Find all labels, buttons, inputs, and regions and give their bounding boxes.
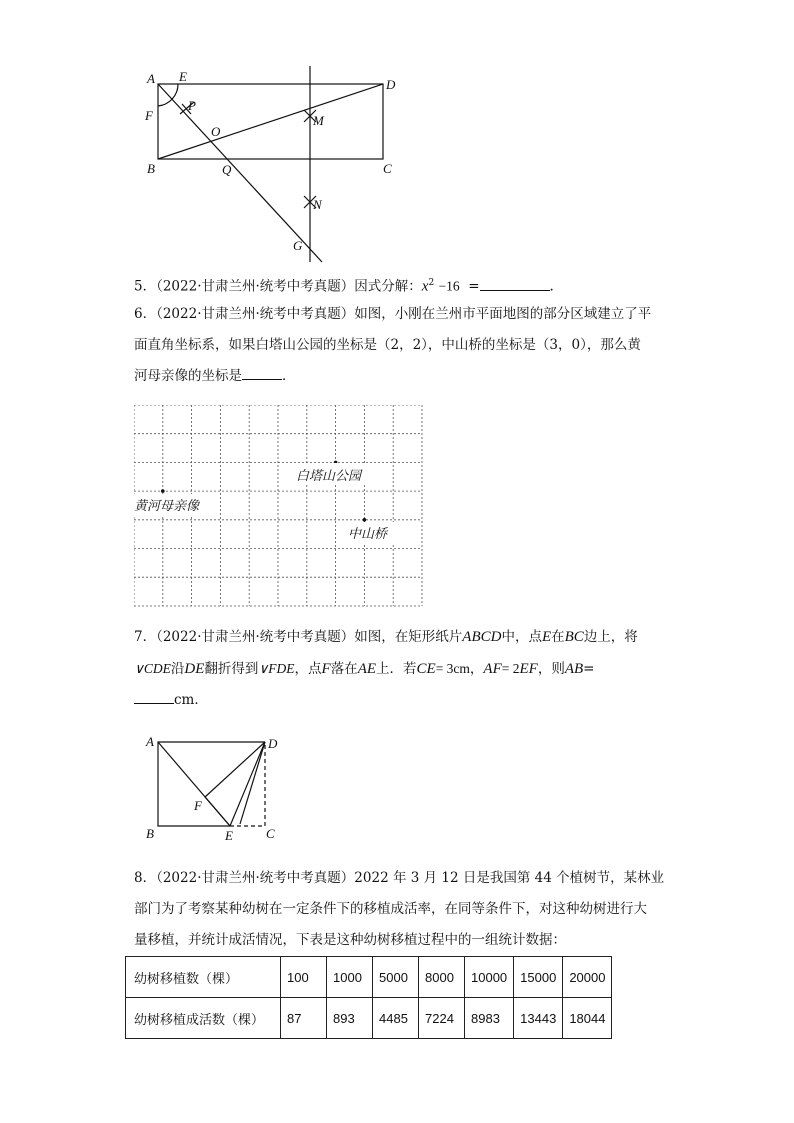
q7-number: 7． (134, 629, 157, 645)
q7-l1d: E (541, 629, 552, 645)
label-G: G (293, 238, 303, 253)
q7-l1g: 边上，将 (583, 629, 638, 645)
table-cell: 893 (327, 998, 373, 1039)
q8-line3: 量移植，并统计成活情况，下表是这种幼树移植过程中的一组统计数据： (134, 932, 566, 948)
label-M: M (313, 113, 324, 128)
q7-l1f: BC (564, 629, 584, 645)
q7-l2c: DE (184, 661, 205, 677)
q5-answer-blank[interactable] (480, 276, 550, 291)
label-A: A (147, 71, 155, 86)
q7-l2k: CE (416, 661, 436, 677)
q5-end: . (549, 278, 554, 295)
question-5 (134, 268, 674, 303)
q7-l2i: AE (357, 661, 377, 677)
table-cell: 8000 (419, 957, 465, 998)
table-cell: 7224 (419, 998, 465, 1039)
table-cell: 18044 (563, 998, 612, 1039)
q5-equals: = (468, 278, 480, 295)
q6-line2: 面直角坐标系，如果白塔山公园的坐标是（2，2），中山桥的坐标是（3，0），那么黄 (134, 337, 641, 353)
table-cell: 4485 (373, 998, 419, 1039)
label-Q: Q (222, 162, 232, 177)
label-O: O (211, 124, 221, 139)
q7-l2j: 上．若 (376, 661, 417, 677)
q7-l2p: EF (519, 661, 538, 677)
table-cell: 8983 (465, 998, 514, 1039)
q7-l2f: ，点 (294, 661, 322, 677)
q7-answer-blank[interactable] (134, 689, 174, 704)
q7-l2o: = 2 (501, 661, 520, 676)
table-cell: 20000 (563, 957, 612, 998)
label-baitashan: 白塔山公园 (296, 468, 362, 483)
label-E: E (179, 69, 187, 84)
table-cell: 5000 (373, 957, 419, 998)
label-B: B (147, 161, 155, 176)
q5-number: 5． (134, 278, 157, 295)
q7-l2a: ∨CDE (134, 661, 171, 676)
q6-line3b: ． (282, 368, 296, 384)
q6-line1: 如图，小刚在兰州市平面地图的部分区域建立了平 (354, 306, 652, 322)
table-cell: 100 (281, 957, 327, 998)
point-zhongshan-bridge (363, 518, 367, 522)
q6-source: （2022·甘肃兰州·统考中考真题） (156, 306, 355, 322)
q7-l2r: AB (564, 661, 584, 677)
q7-l1c: 中，点 (501, 629, 542, 645)
question-6 (134, 299, 674, 392)
q6-number: 6． (134, 306, 157, 322)
fig2-label-D: D (268, 736, 278, 751)
label-N: N (313, 197, 322, 212)
table-header-cell: 幼树移植数（棵） (126, 957, 281, 998)
q5-text: 因式分解： (354, 278, 422, 295)
table-cell: 13443 (514, 998, 563, 1039)
question-7 (134, 622, 674, 716)
q6-line3a: 河母亲像的坐标是 (134, 368, 242, 384)
q5-expr-exp: 2 (428, 278, 435, 288)
fig2-label-A: A (146, 734, 154, 749)
q7-l2s: = (583, 661, 595, 677)
table-cell: 15000 (514, 957, 563, 998)
q8-line1: 2022 年 3 月 12 日是我国第 44 个植树节，某林业 (354, 870, 665, 886)
table-row (126, 957, 612, 998)
line-AG (158, 84, 322, 262)
geometry-figure-1 (140, 62, 420, 267)
q7-l1a: 如图，在矩形纸片 (354, 629, 463, 645)
fig2-label-E: E (225, 828, 233, 843)
q7-l3: cm． (174, 692, 208, 708)
q7-l2m: ， (469, 661, 484, 677)
segment-FE-fold (205, 797, 230, 826)
question-8 (134, 863, 674, 956)
table-row (126, 998, 612, 1039)
q5-expr-rest: −16 (438, 278, 460, 294)
q7-l2b: 沿 (170, 661, 185, 677)
label-huanghe-mother: 黄河母亲像 (134, 498, 200, 513)
q7-l1e: 在 (551, 629, 565, 645)
q8-number: 8． (134, 870, 157, 886)
q8-source: （2022·甘肃兰州·统考中考真题） (156, 870, 355, 886)
fig2-label-B: B (146, 826, 154, 841)
q7-l2l: = 3cm (435, 661, 470, 676)
label-P: P (188, 98, 196, 113)
rectangle-ABCD-solid (158, 742, 265, 826)
q5-source: （2022·甘肃兰州·统考中考真题） (156, 278, 355, 295)
table-cell: 87 (281, 998, 327, 1039)
q7-source: （2022·甘肃兰州·统考中考真题） (156, 629, 355, 645)
fig2-label-F: F (194, 798, 202, 813)
point-huanghe-mother (161, 489, 165, 493)
table-cell: 1000 (327, 957, 373, 998)
q8-line2: 部门为了考察某种幼树在一定条件下的移植成活率，在同等条件下，对这种幼树进行大 (134, 901, 647, 917)
q5-expr-base: x (421, 278, 429, 295)
q7-l2g: F (321, 661, 331, 677)
table-cell: 10000 (465, 957, 514, 998)
q7-l1b: ABCD (462, 629, 502, 645)
segment-DE (230, 742, 265, 826)
label-C: C (383, 161, 392, 176)
q7-l2e: ∨FDE (258, 661, 295, 676)
map-grid (134, 405, 424, 609)
label-zhongshan-bridge: 中山桥 (348, 526, 388, 541)
fold-edge (240, 742, 265, 824)
q7-l2d: 翻折得到 (204, 661, 259, 677)
geometry-figure-2 (140, 730, 290, 845)
data-table (125, 956, 612, 1039)
table-header-cell: 幼树移植成活数（棵） (126, 998, 281, 1039)
q7-l2q: ，则 (537, 661, 565, 677)
label-F: F (145, 108, 153, 123)
q6-answer-blank[interactable] (242, 365, 282, 380)
q7-l2h: 落在 (330, 661, 358, 677)
label-D: D (386, 77, 396, 92)
fig2-label-C: C (266, 826, 275, 841)
q7-l2n: AF (483, 661, 502, 677)
